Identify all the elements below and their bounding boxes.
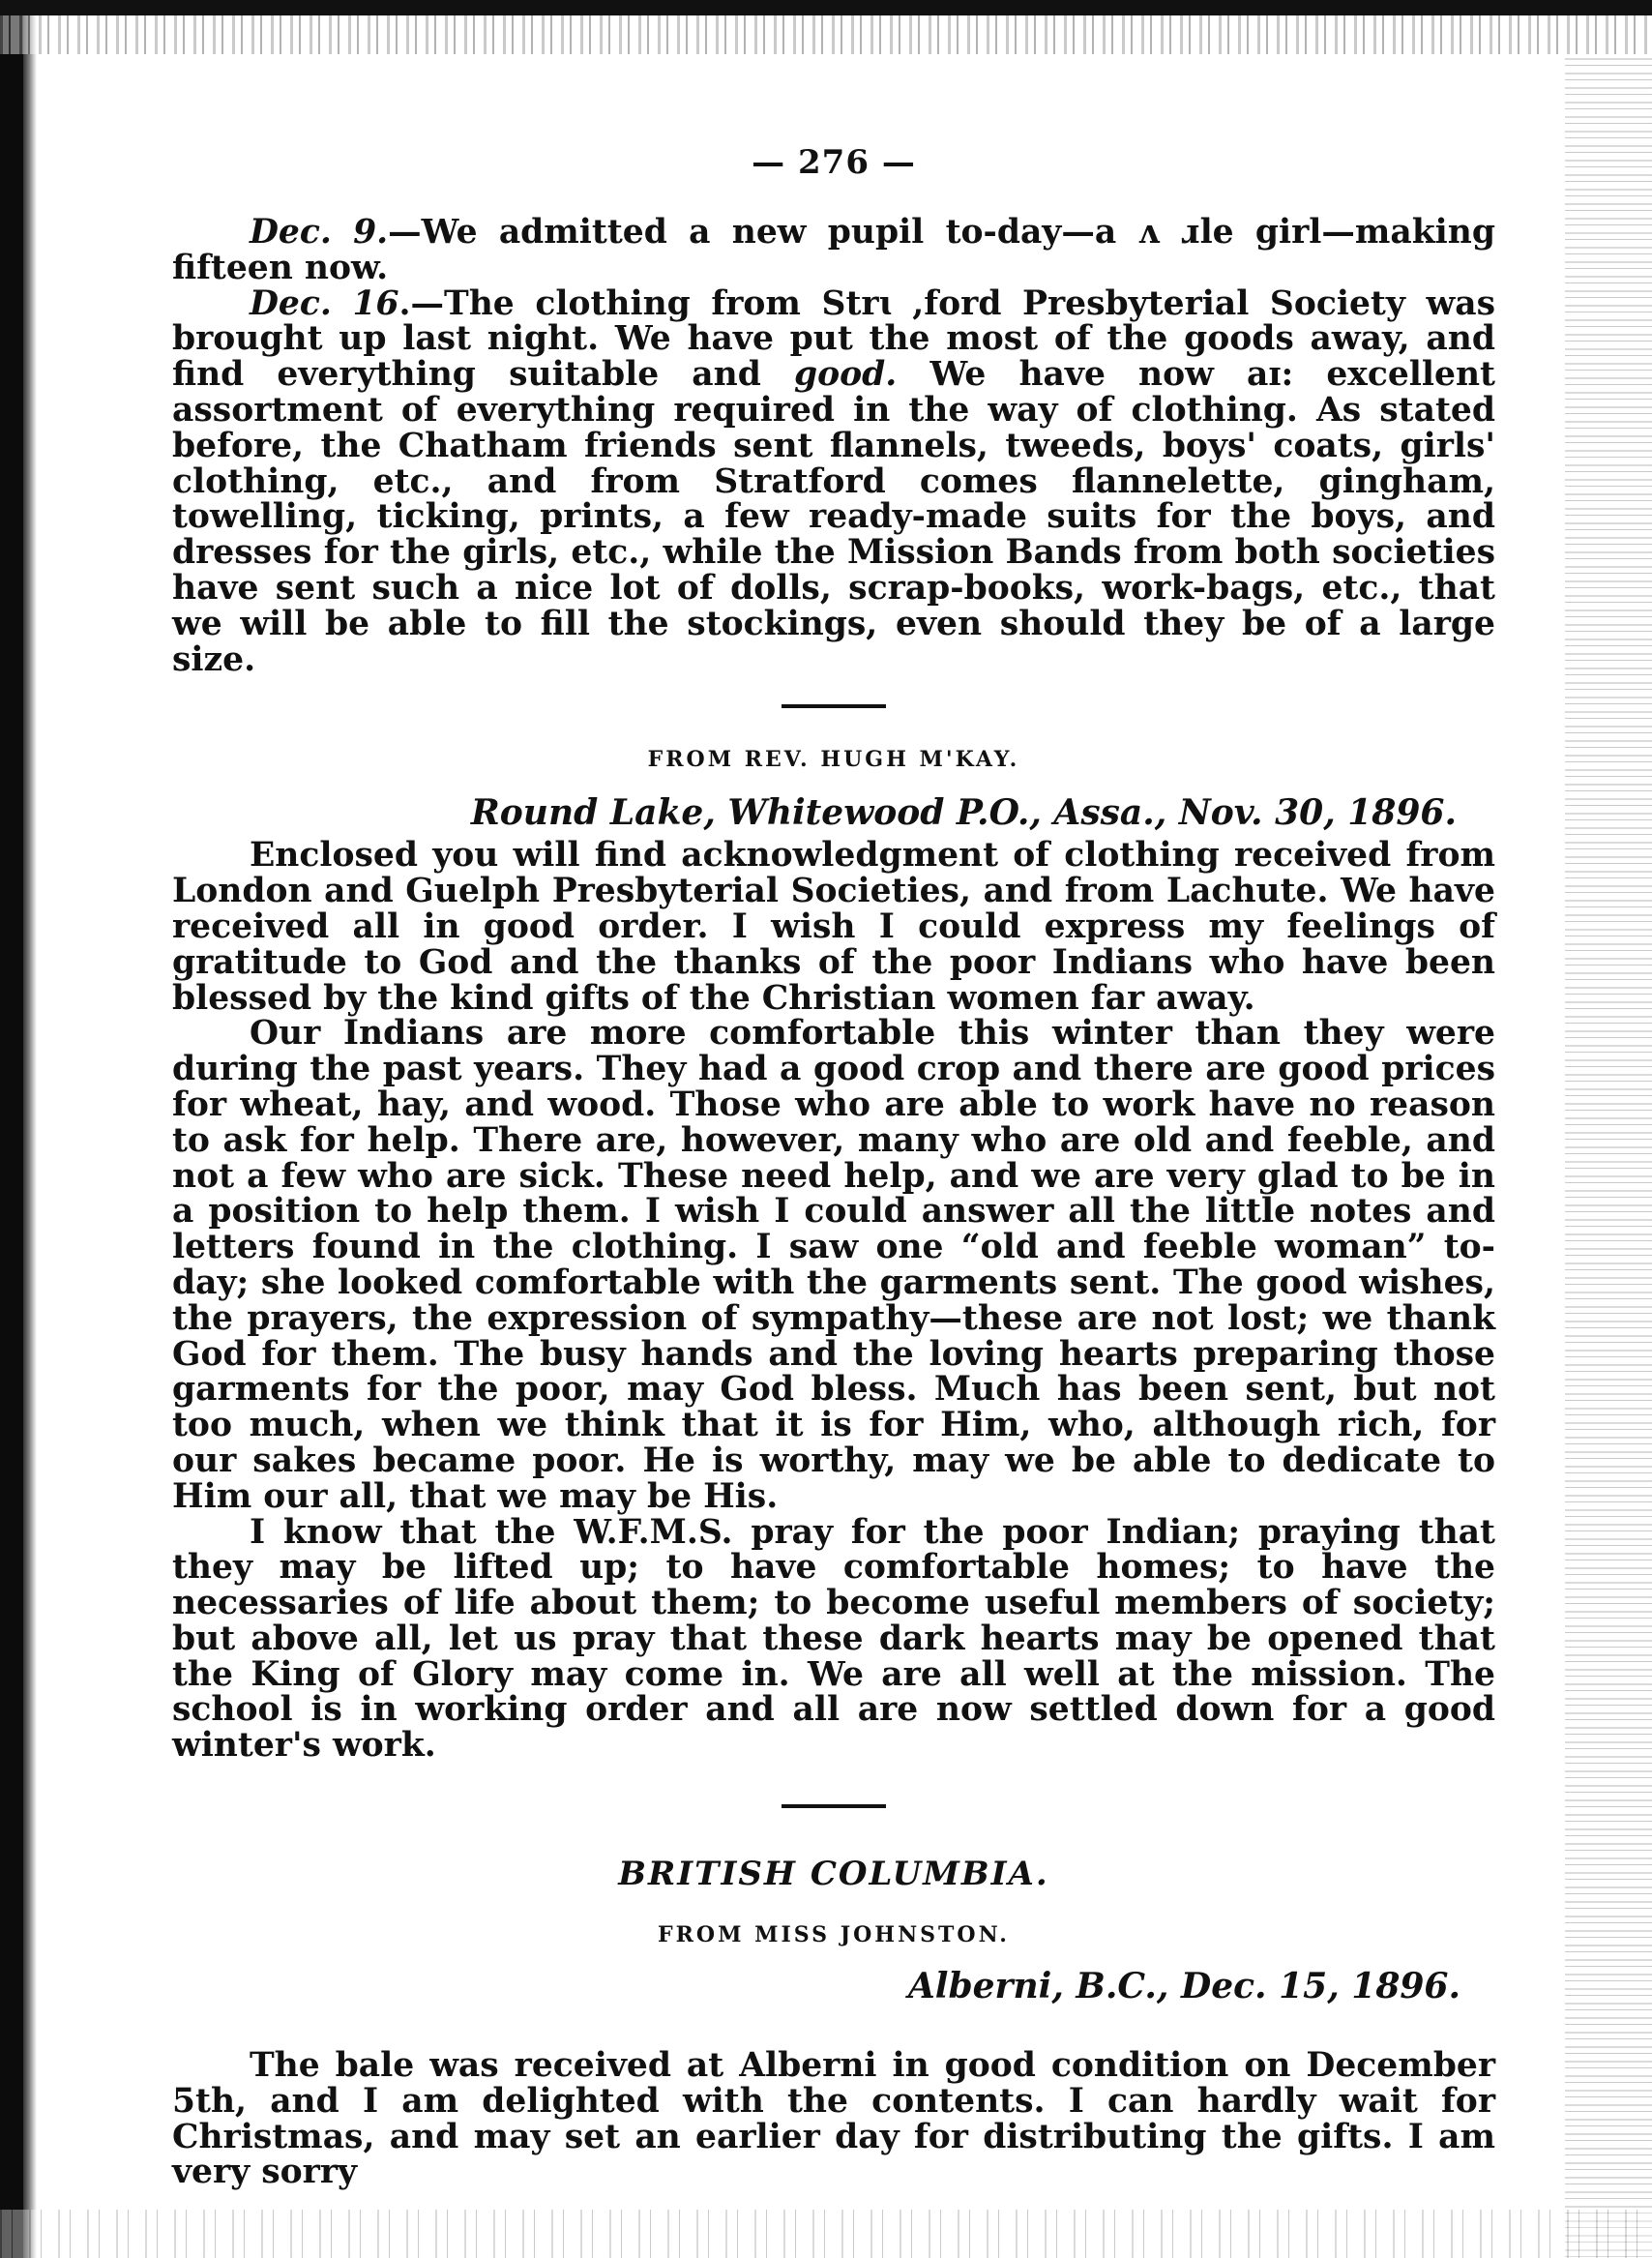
scan-noise-top (0, 15, 1652, 54)
scan-noise-right (1565, 58, 1652, 2258)
letter-paragraph: The bale was received at Alberni in good condition on December 5th, and I am delighted with the contents. I can hardly wait for Christmas, and may set an earlier day for distributing the gifts. I am very sorry (172, 2046, 1495, 2192)
letter-heading-mckay: FROM REV. HUGH M'KAY. (647, 747, 1020, 773)
scan-edge-left (0, 0, 23, 2258)
letter-dateline-johnston: Alberni, B.C., Dec. 15, 1896. (907, 1966, 1460, 2007)
letter-paragraph: Enclosed you will find acknowledgment of clothing received from London and Guelph Presbyterial Societies, and from Lachute. We have received all in good order. I wish I could express my feelings of gratitude to God and the thanks of the poor Indians who have been blessed by the kind gifts of the Christian women far away. (172, 836, 1495, 1018)
letter-paragraph: Our Indians are more comfortable this winter than they were during the past years. They had a good crop and there are good prices for wheat, hay, and wood. Those who are able to work have no reason to ask for help. There are, however, many who are old and feeble, and not a few who are sick. These need help, and we are very glad to be in a position to help them. I wish I could answer all the little notes and letters found in the clothing. I saw one “old and feeble woman” to-day; she looked comfortable with the garments sent. The good wishes, the prayers, the expression of sympathy—these are not lost; we thank God for them. The busy hands and the loving hearts preparing those garments for the poor, may God bless. Much has been sent, but not too much, when we think that it is for Him, who, although rich, for our sakes became poor. He is worthy, may we be able to dedicate to Him our all, that we may be His. (172, 1014, 1495, 1516)
diary-entry-dec-16 (172, 283, 1495, 679)
entry-text-continued: We have now aɪ: excellent assortment of everything required in the way of clothing. As stated before, the Chatham friends sent flannels, tweeds, boys' coats, girls' clothing, etc., and from Stratford comes flannelette, gingham, towelling, ticking, prints, a few ready-made suits for the boys, and dresses for the girls, etc., while the Mission Bands from both societies have sent such a nice lot of dolls, scrap-books, work-bags, etc., that we will be able to fill the stockings, even should they be of a large size. (172, 355, 1495, 679)
section-divider (782, 704, 886, 708)
scan-noise-bottom (0, 2210, 1652, 2258)
entry-date: Dec. 9. (250, 213, 389, 252)
page-content (172, 143, 1495, 2190)
letter-dateline-mckay: Round Lake, Whitewood P.O., Assa., Nov. 30, 1896. (470, 792, 1457, 834)
entry-emphasis: good. (794, 355, 898, 395)
entry-date: Dec. 16 (250, 283, 399, 323)
diary-entry-dec-9 (172, 215, 1495, 286)
scan-edge-left-shadow (23, 0, 37, 2258)
letter-heading-johnston: FROM MISS JOHNSTON. (658, 1922, 1010, 1948)
scan-edge-top (0, 0, 1652, 15)
entry-text: —We admitted a new pupil to-day—a ʌ ɹle girl—making fifteen now. (172, 213, 1495, 287)
section-divider (782, 1804, 886, 1808)
entry-text: .—The clothing from Strɩ ,ford Presbyterial Society was brought up last night. We have put the most of the goods away, and find everything suitable and (172, 283, 1495, 395)
page-number: — 276 — (752, 143, 916, 182)
section-title: BRITISH COLUMBIA. (618, 1855, 1049, 1894)
letter-paragraph: I know that the W.F.M.S. pray for the poor Indian; praying that they may be lifted up; to have comfortable homes; to have the necessaries of life about them; to become useful members of society; but above all, let us pray that these dark hearts may be opened that the King of Glory may come in. We are all well at the mission. The school is in working order and all are now settled down for a good winter's work. (172, 1512, 1495, 1766)
